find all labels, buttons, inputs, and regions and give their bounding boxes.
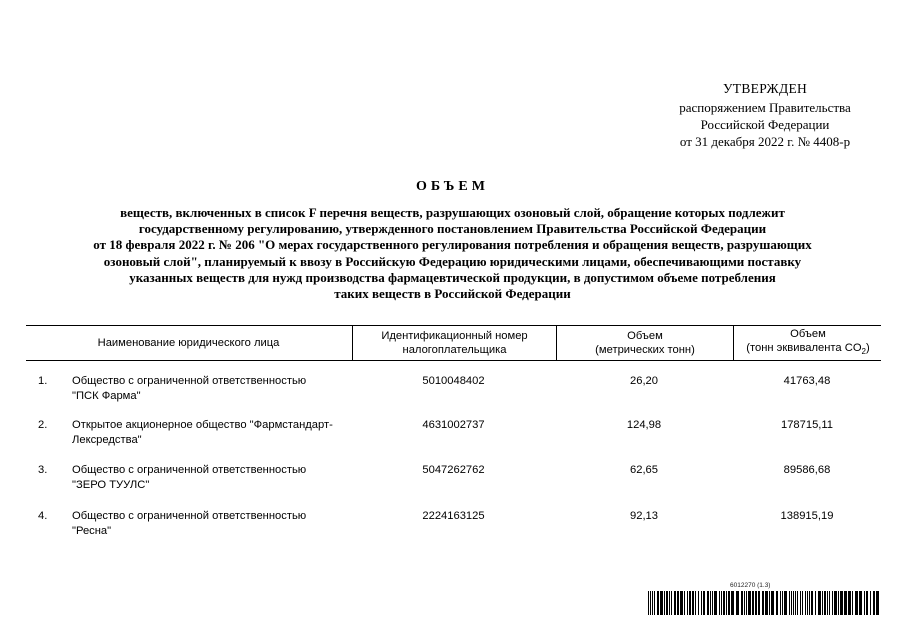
barcode-bar [654,591,655,615]
approval-line-1: распоряжением Правительства [679,100,851,115]
barcode-bar [793,591,794,615]
barcode-bar [780,591,781,615]
barcode-bar [669,591,670,615]
barcode-bar [752,591,754,615]
barcode-bar [744,591,745,615]
table-header [26,325,881,361]
barcode-bar [748,591,751,615]
barcode-bar [782,591,783,615]
barcode-bar [765,591,768,615]
barcode-bar [755,591,757,615]
approval-line-2: Российской Федерации [700,117,830,132]
barcode-bar [698,591,699,615]
barcode-bar [805,591,806,615]
barcode-bar [870,591,871,615]
barcode-bar [832,591,833,615]
barcode-bar [809,591,810,615]
table-row: 4. Общество с ограниченной ответственностью "Ресна" 2224163125 92,13 138915,19 [38,510,834,537]
barcode-bar [728,591,730,615]
barcode-bar [723,591,725,615]
barcode-bar [848,591,851,615]
subtitle-line: государственному регулированию, утвержденного постановлением Правительства Российской Федерации [138,221,767,237]
approval-heading: УТВЕРЖДЕН [722,81,808,96]
barcode-bar [746,591,747,615]
header-volume: Объем (метрических тонн) [556,326,733,360]
barcode-bar [684,591,685,615]
barcode-label: 6012270 (1.3) [730,582,771,589]
document-title: ОБЪЕМ [416,179,489,194]
barcode-bar [680,591,683,615]
volume-table [26,325,881,537]
subtitle-line: озоновый слой", планируемый к ввозу в Российскую Федерацию юридическими лицами, обеспечивающими поставку [103,253,802,269]
header-name: Наименование юридического лица [97,337,280,349]
barcode-bar [771,591,774,615]
barcode-bar [664,591,665,615]
barcode-bar [648,591,649,615]
table-row: 1. Общество с ограниченной ответственностью "ПСК Фарма" 5010048402 26,20 41763,48 [38,375,831,402]
barcode-bar [797,591,798,615]
approval-line-3: от 31 декабря 2022 г. № 4408-р [679,134,851,149]
barcode-bar [876,591,879,615]
barcode-bar [736,591,739,615]
barcode-bar [789,591,790,615]
barcode-bar [731,591,734,615]
barcode-bar [710,591,711,615]
subtitle-line: указанных веществ для нужд производства фармацевтической продукции, в допустимом объеме потребления [129,269,776,285]
barcode-bar [802,591,803,615]
barcode-bar [657,591,659,615]
table-row: 2. Открытое акционерное общество "Фармстандарт- Лексредства" 4631002737 124,98 178715,11 [38,419,834,446]
barcode-bar [822,591,823,615]
barcode-bar [762,591,764,615]
barcode-bar [666,591,668,615]
subtitle-line: веществ, включенных в список F перечня веществ, разрушающих озоновый слой, обращение которых подлежит [120,205,785,220]
barcode-bar [695,591,696,615]
barcode-bar [864,591,865,615]
barcode-bar [687,591,688,615]
barcode-bar [844,591,847,615]
header-co2: Объем (тонн эквивалента $CO_2$) [733,326,882,360]
barcode-bar [741,591,743,615]
barcode-bar [701,591,702,615]
barcode-bar [692,591,694,615]
barcode-bar [674,591,676,615]
barcode-bar [671,591,672,615]
barcode-bar [677,591,679,615]
barcode-bar [840,591,843,615]
approval-block [620,80,905,150]
barcode-bar [852,591,853,615]
barcode-bar [721,591,722,615]
barcode-bar [829,591,830,615]
barcode-bar [815,591,816,615]
barcode-bar [824,591,826,615]
subtitle-line: от 18 февраля 2022 г. № 206 "О мерах государственного регулирования потребления и обращения веществ, разрушающих [93,237,812,253]
header-inn: Идентификационный номер налогоплательщика [352,326,556,360]
barcode-bar [758,591,760,615]
barcode-bar [707,591,709,615]
barcode-bar [795,591,796,615]
barcode-bar [784,591,787,615]
barcode-block [648,582,880,616]
barcode-bar [712,591,713,615]
barcode-bar [714,591,717,615]
barcode-bar [866,591,868,615]
barcode-bar [873,591,875,615]
table-row: 3. Общество с ограниченной ответственностью "ЗЕРО ТУУЛС" 5047262762 62,65 89586,68 [38,464,831,491]
barcode-bar [650,591,651,615]
barcode-bar [689,591,691,615]
barcode [648,591,880,615]
barcode-bar [726,591,727,615]
barcode-bar [791,591,792,615]
barcode-bar [769,591,770,615]
barcode-bar [652,591,653,615]
barcode-bar [838,591,839,615]
barcode-bar [827,591,828,615]
barcode-bar [807,591,808,615]
barcode-bar [834,591,837,615]
barcode-bar [660,591,663,615]
barcode-bar [859,591,862,615]
barcode-bar [855,591,858,615]
barcode-bar [776,591,778,615]
document-subtitle [22,205,883,302]
barcode-bar [811,591,813,615]
subtitle-line: таких веществ в Российской Федерации [334,286,571,302]
barcode-bar [719,591,720,615]
barcode-bar [703,591,705,615]
barcode-bar [818,591,821,615]
barcode-bar [800,591,801,615]
